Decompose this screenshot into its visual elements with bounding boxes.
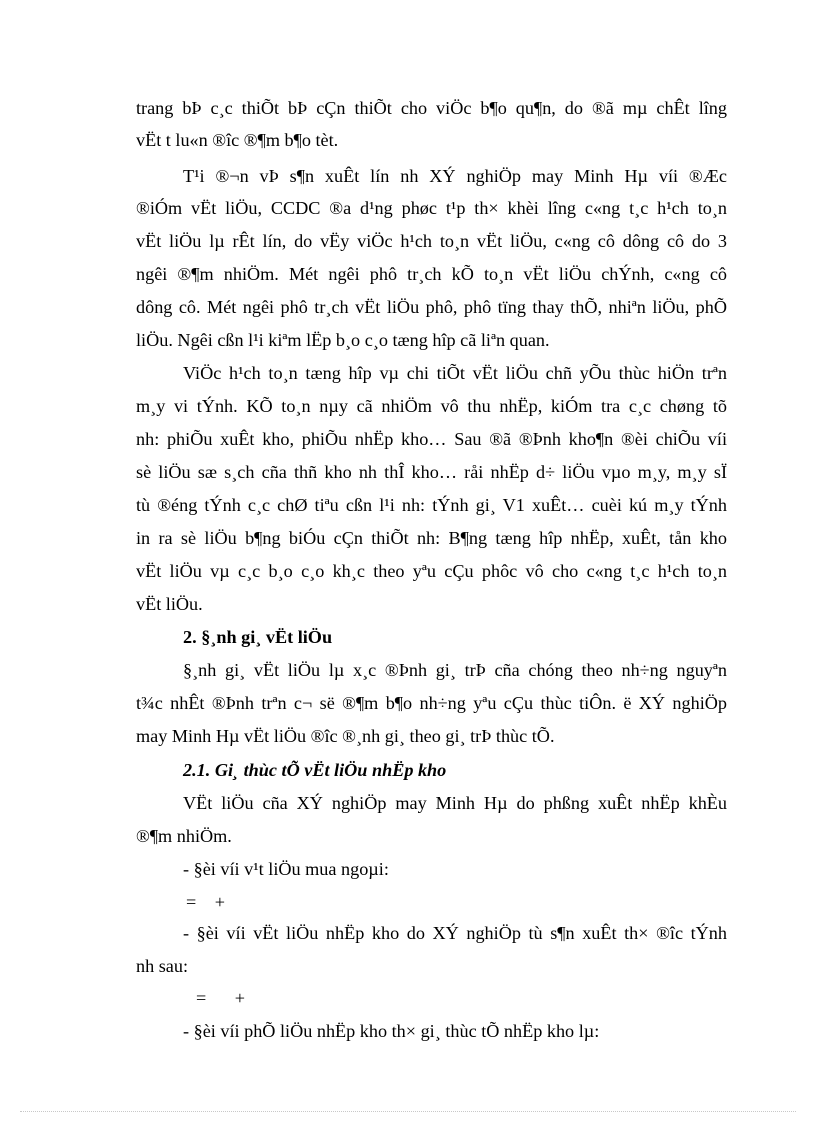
paragraph-line: VËt liÖu cña XÝ nghiÖp may Minh Hµ do phßng xuÊt nhËp khÈu (183, 793, 727, 813)
subsection-heading: 2.1. Gi¸ thùc tÕ vËt liÖu nhËp kho (183, 760, 447, 780)
paragraph-line: - §èi víi v¹t liÖu mua ngoµi: (183, 859, 389, 879)
formula-line: = + (196, 988, 246, 1008)
paragraph-line: dông cô. Mét ngêi phô tr¸ch vËt liÖu phô, phô tïng thay thÕ, nhiªn liÖu, phÕ (136, 297, 727, 317)
paragraph-line: - §èi víi phÕ liÖu nhËp kho th× gi¸ thùc tÕ nhËp kho lµ: (183, 1021, 600, 1041)
paragraph-line: vËt liÖu lµ rÊt lín, do vËy viÖc h¹ch to¸n vËt liÖu, c«ng cô dông cô do 3 (136, 231, 727, 251)
paragraph-line: - §èi víi vËt liÖu nhËp kho do XÝ nghiÖp tù s¶n xuÊt th× ®îc tÝnh (183, 923, 727, 943)
paragraph-line: ngêi ®¶m nhiÖm. Mét ngêi phô tr¸ch kÕ to¸n vËt liÖu chÝnh, c«ng cô (136, 264, 727, 284)
paragraph-line: t¾c nhÊt ®Þnh trªn c¬ së ®¶m b¶o nh÷ng yªu cÇu thùc tiÔn. ë XÝ nghiÖp (136, 693, 727, 713)
paragraph-line: ViÖc h¹ch to¸n tæng hîp vµ chi tiÕt vËt liÖu chñ yÕu thùc hiÖn trªn (183, 363, 727, 383)
paragraph-line: ®¶m nhiÖm. (136, 826, 232, 846)
formula-line: = + (186, 892, 226, 912)
paragraph-line: vËt liÖu vµ c¸c b¸o c¸o kh¸c theo yªu cÇu phôc vô cho c«ng t¸c h¹ch to¸n (136, 561, 727, 581)
paragraph-line: m¸y vi tÝnh. KÕ to¸n nµy cã nhiÖm vô thu nhËp, kiÓm tra c¸c chøng tõ (136, 396, 727, 416)
paragraph-line: vËt t lu«n ®îc ®¶m b¶o tèt. (136, 130, 339, 150)
paragraph-line: in ra sè liÖu b¶ng biÓu cÇn thiÕt nh: B¶ng tæng hîp nhËp, xuÊt, tån kho (136, 528, 727, 548)
section-heading: 2. §¸nh gi¸ vËt liÖu (183, 627, 333, 647)
paragraph-line: T¹i ®¬n vÞ s¶n xuÊt lín nh XÝ nghiÖp may Minh Hµ víi ®Æc (183, 166, 727, 186)
paragraph-line: nh: phiÕu xuÊt kho, phiÕu nhËp kho… Sau ®ã ®Þnh kho¶n ®èi chiÕu víi (136, 429, 727, 449)
paragraph-line: ®iÓm vËt liÖu, CCDC ®a d¹ng phøc t¹p th× khèi lîng c«ng t¸c h¹ch to¸n (136, 198, 727, 218)
paragraph-line: liÖu. Ngêi cßn l¹i kiªm lËp b¸o c¸o tæng hîp cã liªn quan. (136, 330, 550, 350)
paragraph-line: may Minh Hµ vËt liÖu ®îc ®¸nh gi¸ theo gi¸ trÞ thùc tÕ. (136, 726, 555, 746)
paragraph-line: §¸nh gi¸ vËt liÖu lµ x¸c ®Þnh gi¸ trÞ cña chóng theo nh÷ng nguyªn (183, 660, 727, 680)
page-footer-rule (20, 1111, 796, 1112)
paragraph-line: nh sau: (136, 956, 189, 976)
paragraph-line: vËt liÖu. (136, 594, 203, 614)
paragraph-line: trang bÞ c¸c thiÕt bÞ cÇn thiÕt cho viÖc b¶o qu¶n, do ®ã mµ chÊt lîng (136, 98, 727, 118)
paragraph-line: sè liÖu sæ s¸ch cña thñ kho nh thÎ kho… råi nhËp d÷ liÖu vµo m¸y, m¸y sÏ (136, 462, 727, 482)
paragraph-line: tù ®éng tÝnh c¸c chØ tiªu cßn l¹i nh: tÝnh gi¸ V1 xuÊt… cuèi kú m¸y tÝnh (136, 495, 727, 515)
